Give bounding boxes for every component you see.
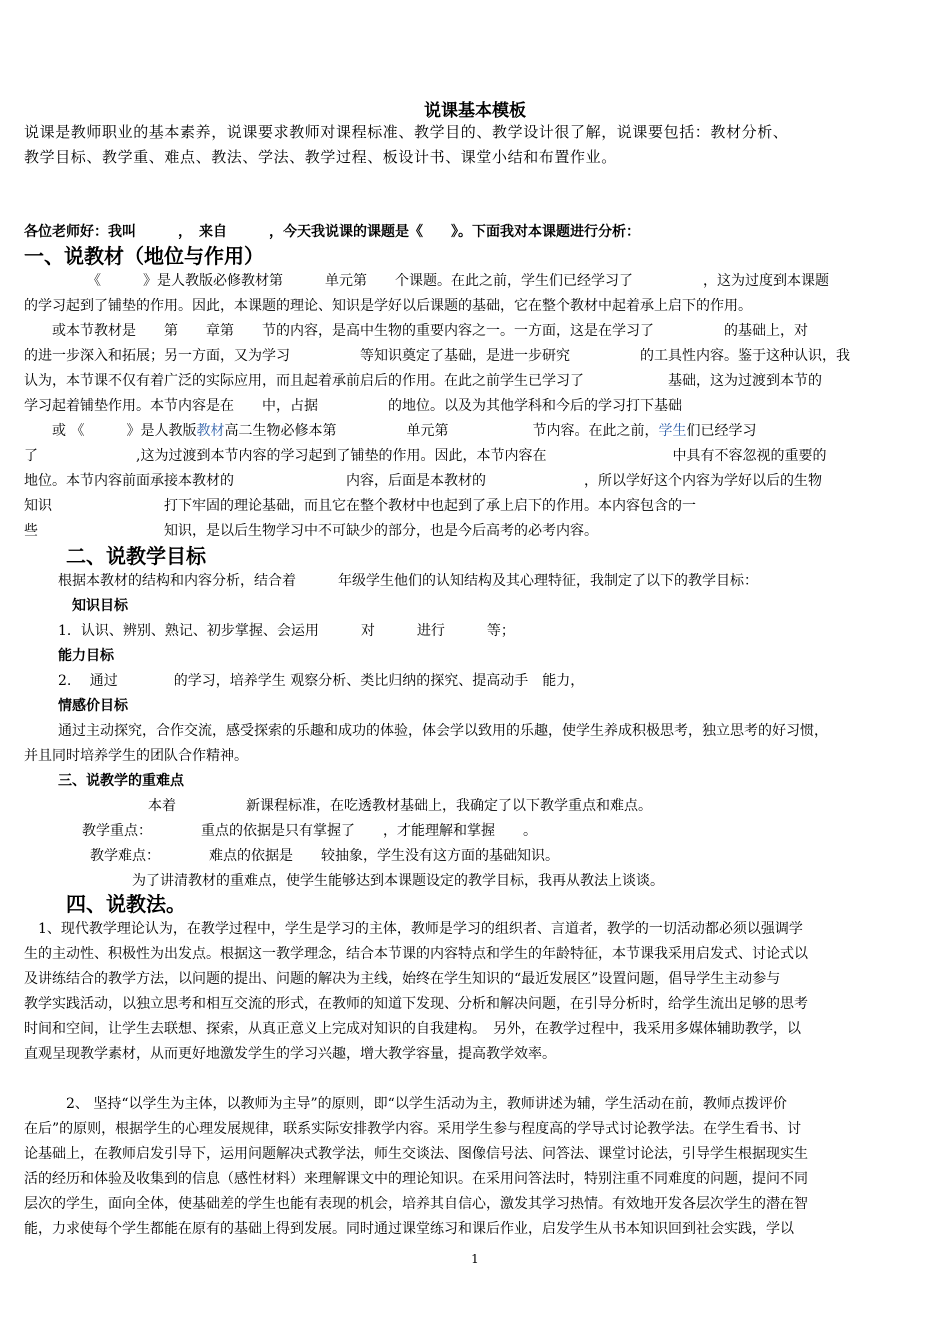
paragraph-line: 1、现代教学理论认为，在教学过程中，学生是学习的主体，教师是学习的组织者、言道者，教学的一切活动都必须以强调学 xyxy=(24,921,803,937)
paragraph-line: 认为，本节课不仅有着广泛的实际应用，而且起着承前启后的作用。在此之前学生已学习了 基础，这为过渡到本节的 xyxy=(24,373,822,389)
paragraph-line: 直观呈现教学素材，从而更好地激发学生的学习兴趣，增大教学容量，提高教学效率。 xyxy=(24,1046,556,1062)
greeting: 各位老师好：我叫 ， 来自 ，今天我说课的课题是《 》。下面我对本课题进行分析： xyxy=(24,224,640,240)
paragraph-line: 本着 新课程标准，在吃透教材基础上，我确定了以下教学重点和难点。 xyxy=(148,798,652,814)
paragraph-line: 学习起着铺垫作用。本节内容是在 中，占据 的地位。以及为其他学科和今后的学习打下基础 xyxy=(24,398,682,414)
section-heading-objectives: 二、说教学目标 xyxy=(66,544,206,568)
paragraph-line: 教学重点： 重点的依据是只有掌握了 ，才能理解和掌握 。 xyxy=(82,823,537,839)
paragraph-line: 2、 坚持“以学生为主体，以教师为主导”的原则，即“以学生活动为主，教师讲述为辅，学生活动在前，教师点拨评价 xyxy=(24,1096,787,1112)
link-textbook[interactable]: 教材 xyxy=(196,423,225,439)
text-span: 或 《 》是人教版 xyxy=(24,423,197,439)
subheading-emotion: 情感价目标 xyxy=(58,698,128,714)
section-heading-methods: 四、说教法。 xyxy=(66,892,186,916)
paragraph-line: 并且同时培养学生的团队合作精神。 xyxy=(24,748,248,764)
paragraph-line: 活的经历和体验及收集到的信息（感性材料）来理解课文中的理论知识。在采用问答法时，特别注重不同难度的问题，提问不同 xyxy=(24,1171,808,1187)
paragraph-line: 的进一步深入和拓展；另一方面，又为学习 等知识奠定了基础，是进一步研究 的工具性内容。鉴于这种认识，我 xyxy=(24,348,850,364)
paragraph-line: 层次的学生，面向全体，使基础差的学生也能有表现的机会，培养其自信心，激发其学习热情。有效地开发各层次学生的潜在智 xyxy=(24,1196,808,1212)
paragraph-line: 根据本教材的结构和内容分析，结合着 年级学生他们的认知结构及其心理特征，我制定了以下的教学目标： xyxy=(58,573,758,589)
paragraph-line: 及讲练结合的教学方法，以问题的提出、问题的解决为主线，始终在学生知识的“最近发展区”设置问题，倡导学生主动参与 xyxy=(24,971,781,987)
paragraph-line: 知识 打下牢固的理论基础，而且它在整个教材中也起到了承上启下的作用。本内容包含的一 xyxy=(24,498,696,514)
paragraph-line: 1．认识、辨别、熟记、初步掌握、会运用 对 进行 等； xyxy=(58,623,515,639)
page-title: 说课基本模板 xyxy=(424,101,526,121)
section-heading-key-points: 三、说教学的重难点 xyxy=(58,773,184,789)
paragraph-line: 了 ,这为过渡到本节内容的学习起到了铺垫的作用。因此，本节内容在 中具有不容忽视的重要的 xyxy=(24,448,827,464)
paragraph-line: 生的主动性、积极性为出发点。根据这一教学理念，结合本节课的内容特点和学生的年龄特征，本节课我采用启发式、讨论式以 xyxy=(24,946,808,962)
subheading-knowledge: 知识目标 xyxy=(72,598,128,614)
paragraph-line: 《 》是人教版必修教材第 单元第 个课题。在此之前，学生们已经学习了 ，这为过度到本课题 xyxy=(24,273,829,289)
paragraph-line: 为了讲清教材的重难点，使学生能够达到本课题设定的教学目标，我再从教法上谈谈。 xyxy=(132,873,664,889)
paragraph-line: 时间和空间，让学生去联想、探索，从真正意义上完成对知识的自我建构。 另外，在教学过程中，我采用多媒体辅助教学，以 xyxy=(24,1021,801,1037)
paragraph-line: 地位。本节内容前面承接本教材的 内容，后面是本教材的 ，所以学好这个内容为学好以后的生物 xyxy=(24,473,822,489)
intro-line: 教学目标、教学重、难点、教法、学法、教学过程、板设计书、课堂小结和布置作业。 xyxy=(24,148,617,166)
paragraph-line: 些 知识，是以后生物学习中不可缺少的部分，也是今后高考的必考内容。 xyxy=(24,523,598,539)
paragraph-line: 的学习起到了铺垫的作用。因此，本课题的理论、知识是学好以后课题的基础，它在整个教材中起着承上启下的作用。 xyxy=(24,298,752,314)
intro-line: 说课是教师职业的基本素养，说课要求教师对课程标准、教学目的、教学设计很了解，说课要包括：教材分析、 xyxy=(24,123,789,141)
paragraph-line: 在后”的原则，根据学生的心理发展规律，联系实际安排教学内容。采用学生参与程度高的学导式讨论教学法。在学生看书、讨 xyxy=(24,1121,802,1137)
paragraph-line: 或本节教材是 第 章第 节的内容，是高中生物的重要内容之一。一方面，这是在学习了 的基础上，对 xyxy=(24,323,808,339)
paragraph-line xyxy=(24,422,756,440)
text-span: 们已经学习 xyxy=(686,423,757,439)
page-number: 1 xyxy=(471,1252,479,1266)
text-span: 高二生物必修本第 单元第 节内容。在此之前， xyxy=(224,423,659,439)
link-student[interactable]: 学生 xyxy=(658,423,687,439)
subheading-ability: 能力目标 xyxy=(58,648,114,664)
paragraph-line: 通过主动探究，合作交流，感受探索的乐趣和成功的体验，体会学以致用的乐趣，使学生养成积极思考，独立思考的好习惯， xyxy=(58,723,828,739)
paragraph-line: 教学实践活动，以独立思考和相互交流的形式，在教师的知道下发现、分析和解决问题，在引导分析时，给学生流出足够的思考 xyxy=(24,996,808,1012)
paragraph-line: 教学难点： 难点的依据是 较抽象，学生没有这方面的基础知识。 xyxy=(90,848,559,864)
paragraph-line: 2. 通过 的学习，培养学生 观察分析、类比归纳的探究、提高动手 能力， xyxy=(58,673,585,689)
paragraph-line: 论基础上，在教师启发引导下，运用问题解决式教学法，师生交谈法、图像信号法、问答法、课堂讨论法，引导学生根据现实生 xyxy=(24,1146,808,1162)
section-heading-textbook: 一、说教材（地位与作用） xyxy=(24,244,264,268)
paragraph-line: 能，力求使每个学生都能在原有的基础上得到发展。同时通过课堂练习和课后作业，启发学生从书本知识回到社会实践，学以 xyxy=(24,1221,794,1237)
